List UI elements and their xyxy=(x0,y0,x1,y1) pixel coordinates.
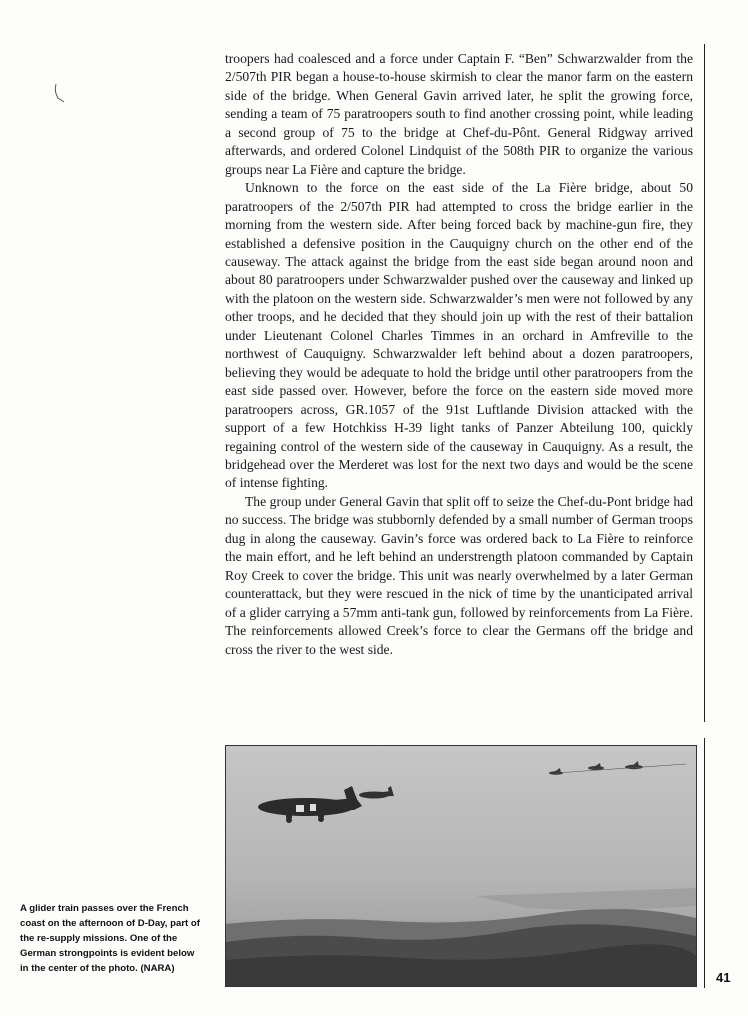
page-number: 41 xyxy=(716,970,731,985)
paragraph-2: Unknown to the force on the east side of the La Fière bridge, about 50 paratroopers of the 2/507th PIR had attempted to cross the bridge earlier in the morning from the western side. After being forced back by machine-gun fire, they established a defensive position in the Cauquigny church on the other end of the causeway. The attack against the bridge from the east side began around noon and about 80 paratroopers under Schwarzwalder pushed over the causeway and linked up with the platoon on the western side. Schwarzwalder’s men were not followed by any other troops, and he decided that they should join up with the rest of their battalion under Lieutenant Colonel Charles Timmes in an orchard in Amfreville to the northwest of Cauquigny. Schwarzwalder left behind about a dozen paratroopers, believing they would be adequate to hold the bridge until other paratroopers from the east side passed over. However, before the force on the eastern side moved more paratroopers across, GR.1057 of the 91st Luftlande Division attacked with the support of a few Hotchkiss H-39 light tanks of Panzer Abteilung 100, quickly regaining control of the western side of the causeway in Cauquigny. As a result, the bridgehead over the Merderet was lost for the next two days and would be the scene of intense fighting. xyxy=(225,180,693,491)
paragraph-3: The group under General Gavin that split off to seize the Chef-du-Pont bridge had no success. The bridge was stubbornly defended by a small number of German troops dug in along the causeway. Gavin’s force was ordered back to La Fière to reinforce the main effort, and he left behind an understrength platoon commanded by Captain Roy Creek to cover the bridge. This unit was nearly overwhelmed by a later German counterattack, but they were rescued in the nick of time by the unanticipated arrival of a glider carrying a 57mm anti-tank gun, followed by reinforcements from La Fière. The reinforcements allowed Creek’s force to clear the Germans off the bridge and cross the river to the west side. xyxy=(225,493,693,657)
photo-illustration xyxy=(226,746,696,986)
photo-caption: A glider train passes over the French coast on the afternoon of D-Day, part of the re-supply missions. One of the German strongpoints is evident below in the center of the photo. (NARA) xyxy=(20,903,200,974)
distant-aircraft-icon xyxy=(549,761,686,775)
column-rule-bottom xyxy=(704,738,705,988)
body-text xyxy=(225,50,693,659)
margin-mark xyxy=(50,82,70,106)
glider-icon xyxy=(359,786,394,799)
glider-train-photo xyxy=(225,745,697,987)
column-rule-top xyxy=(704,44,705,722)
paragraph-1: troopers had coalesced and a force under Captain F. “Ben” Schwarzwalder from the 2/507th PIR began a house-to-house skirmish to clear the manor farm on the eastern side of the bridge. When General Gavin arrived later, he split the growing force, sending a team of 75 paratroopers south to find another crossing point, while leading a second group of 75 to the bridge at Chef-du-Pônt. General Ridgway arrived afterwards, and ordered Colonel Lindquist of the 508th PIR to organize the various groups near La Fière and capture the bridge. xyxy=(225,51,693,177)
c47-aircraft-icon xyxy=(258,786,362,823)
